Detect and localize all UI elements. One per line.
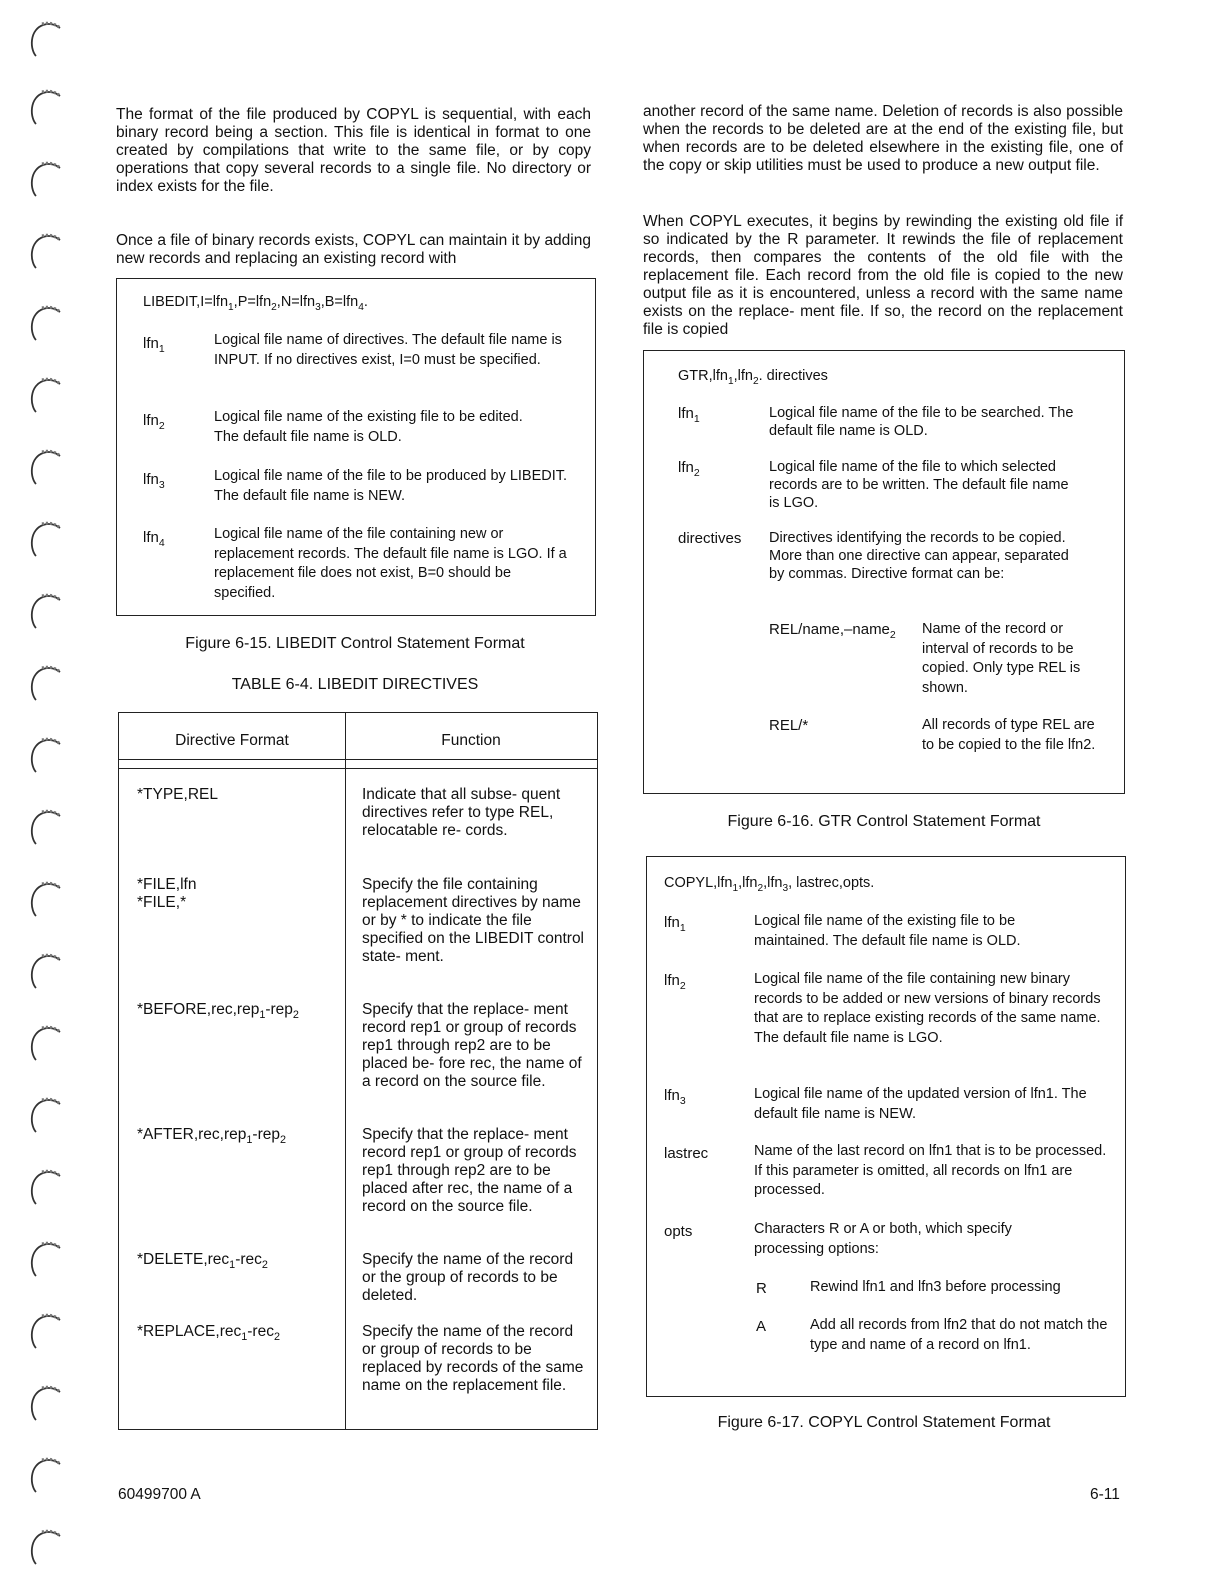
libedit-param-term: lfn$_2$: [143, 412, 165, 432]
table-row-function: Specify the name of the record or the group of records to be deleted.: [362, 1251, 574, 1304]
binder-hole-icon: [26, 1526, 66, 1566]
table-row-directive: *AFTER,rec,rep$_1$-rep$_2$: [137, 1126, 287, 1146]
gtr-directives-term: directives: [678, 530, 742, 547]
gtr-rel-all-desc: All records of type REL are to be copied to the file lfn2.: [922, 717, 1096, 753]
right-paragraph-1: another record of the same name. Deletion of records is also possible when the records to be deleted are at the end of the existing file, but when records are to be deleted elsewhere in the existing file, one of the copy or skip utilities must be used to produce a new output file.: [643, 103, 1123, 174]
table-row-function: Specify the file containing replacement directives by name or by * to indicate the file specified on the LIBEDIT control state- ment.: [362, 876, 585, 965]
gtr-lfn2-term: lfn$_2$: [678, 459, 700, 479]
binder-hole-icon: [26, 1166, 66, 1206]
document-number: 60499700 A: [118, 1486, 201, 1503]
table-row-function: Specify that the replace- ment record rep1 or group of records rep1 through rep2 are to be placed after rec, the name of a record on the source file.: [362, 1126, 577, 1215]
binder-hole-icon: [26, 158, 66, 198]
binder-hole-icon: [26, 1454, 66, 1494]
left-paragraph-2: Once a file of binary records exists, COPYL can maintain it by adding new records and replacing an existing record with: [116, 232, 591, 267]
binder-hole-icon: [26, 1022, 66, 1062]
libedit-param-desc: Logical file name of the existing file to be edited. The default file name is OLD.: [214, 409, 523, 445]
libedit-param-desc: Logical file name of the file to be produced by LIBEDIT. The default file name is NEW.: [214, 468, 568, 504]
table-header-divider: [119, 759, 597, 760]
table-row-directive: *TYPE,REL: [137, 786, 218, 803]
gtr-lfn1-desc: Logical file name of the file to be searched. The default file name is OLD.: [769, 405, 1074, 439]
binder-hole-icon: [26, 662, 66, 702]
figure-6-17-caption: Figure 6-17. COPYL Control Statement Format: [717, 1414, 1051, 1431]
table-header-divider: [119, 768, 597, 769]
binder-hole-icon: [26, 590, 66, 630]
gtr-lfn1-term: lfn$_1$: [678, 405, 700, 425]
libedit-param-term: lfn$_4$: [143, 529, 165, 549]
table-header-directive-format: Directive Format: [175, 732, 289, 749]
table-row-directive: *BEFORE,rec,rep$_1$-rep$_2$: [137, 1001, 299, 1021]
binder-hole-icon: [26, 1310, 66, 1350]
copyl-statement: COPYL,lfn$_1$,lfn$_2$,lfn$_3$, lastrec,opts.: [664, 875, 875, 894]
binder-hole-icon: [26, 734, 66, 774]
libedit-statement-box: [116, 278, 596, 616]
copyl-lastrec-desc: Name of the last record on lfn1 that is to be processed. If this parameter is omitted, all records on lfn1 are processed.: [754, 1143, 1107, 1198]
libedit-param-term: lfn$_3$: [143, 471, 165, 491]
copyl-opt-r-desc: Rewind lfn1 and lfn3 before processing: [810, 1279, 1061, 1295]
right-column: [643, 0, 1125, 1584]
libedit-param-term: lfn$_1$: [143, 335, 165, 355]
binder-hole-icon: [26, 806, 66, 846]
binder-hole-icon: [26, 878, 66, 918]
figure-6-15-caption: Figure 6-15. LIBEDIT Control Statement Format: [185, 635, 525, 652]
libedit-directives-table: [118, 712, 598, 1430]
gtr-rel-all-term: REL/*: [769, 717, 809, 734]
figure-6-16-caption: Figure 6-16. GTR Control Statement Format: [727, 813, 1041, 830]
table-row-directive: *DELETE,rec$_1$-rec$_2$: [137, 1251, 268, 1271]
copyl-opt-a-term: A: [756, 1318, 767, 1335]
copyl-statement-box: [646, 856, 1126, 1397]
copyl-opts-term: opts: [664, 1223, 693, 1240]
binder-hole-icon: [26, 518, 66, 558]
copyl-lastrec-term: lastrec: [664, 1145, 709, 1162]
gtr-directives-desc: Directives identifying the records to be copied. More than one directive can appear, separated by commas. Directive format can be:: [769, 530, 1069, 582]
page-number: 6-11: [1090, 1486, 1120, 1503]
copyl-opt-r-term: R: [756, 1280, 767, 1297]
table-row-directive: *FILE,lfn *FILE,*: [137, 876, 197, 911]
copyl-opt-a-desc: Add all records from lfn2 that do not match the type and name of a record on lfn1.: [810, 1317, 1108, 1353]
table-header-function: Function: [441, 732, 501, 749]
copyl-lfn3-term: lfn$_3$: [664, 1087, 686, 1107]
copyl-lfn2-desc: Logical file name of the file containing new binary records to be added or new versions of binary records that are to replace existing records of the same name. The default file name is LGO.: [754, 971, 1101, 1046]
table-6-4-title: TABLE 6-4. LIBEDIT DIRECTIVES: [231, 676, 479, 693]
table-row-directive: *REPLACE,rec$_1$-rec$_2$: [137, 1323, 280, 1343]
binder-hole-icon: [26, 446, 66, 486]
binder-hole-icon: [26, 1238, 66, 1278]
gtr-rel-name-term: REL/name,–name$_2$: [769, 621, 896, 641]
gtr-rel-name-desc: Name of the record or interval of records to be copied. Only type REL is shown.: [922, 621, 1081, 696]
binder-hole-icon: [26, 374, 66, 414]
right-paragraph-2: When COPYL executes, it begins by rewinding the existing old file if so indicated by the R parameter. It rewinds the file of replacement records, then compares the contents of the old file with the replacement file. Each record from the old file is copied to the new output file as it is encountered, unless a record with the same name exists on the replace- ment file. If so, the record on the replacement file is copied: [643, 213, 1123, 338]
binder-hole-icon: [26, 950, 66, 990]
binder-hole-icon: [26, 230, 66, 270]
gtr-lfn2-desc: Logical file name of the file to which selected records are to be written. The default file name is LGO.: [769, 459, 1069, 511]
table-row-function: Indicate that all subse- quent directives refer to type REL, relocatable re- cords.: [362, 786, 561, 839]
copyl-lfn2-term: lfn$_2$: [664, 972, 686, 992]
table-row-function: Specify that the replace- ment record rep1 or group of records rep1 through rep2 are to be placed be- fore rec, the name of a record on the source file.: [362, 1001, 582, 1090]
copyl-lfn1-desc: Logical file name of the existing file to be maintained. The default file name is OLD.: [754, 913, 1021, 949]
binder-hole-icon: [26, 302, 66, 342]
binder-hole-icon: [26, 1094, 66, 1134]
table-row-function: Specify the name of the record or group of records to be replaced by records of the same name on the replacement file.: [362, 1323, 584, 1394]
libedit-param-desc: Logical file name of the file containing new or replacement records. The default file name is LGO. If a replacement file does not exist, B=0 should be specified.: [214, 526, 567, 601]
copyl-opts-desc: Characters R or A or both, which specify processing options:: [754, 1221, 1012, 1257]
left-paragraph-1: The format of the file produced by COPYL is sequential, with each binary record being a section. This file is identical in format to one created by compilations that write to the same file, or by copy operations that copy several records to a single file. No directory or index exists for the file.: [116, 106, 591, 195]
gtr-statement-box: [643, 350, 1125, 794]
copyl-lfn3-desc: Logical file name of the updated version of lfn1. The default file name is NEW.: [754, 1086, 1087, 1122]
binder-hole-icon: [26, 1382, 66, 1422]
gtr-statement: GTR,lfn$_1$,lfn$_2$. directives: [678, 368, 828, 387]
binder-hole-icon: [26, 18, 66, 58]
libedit-statement: LIBEDIT,I=lfn$_1$,P=lfn$_2$,N=lfn$_3$,B=lfn$_4$.: [143, 294, 368, 313]
copyl-lfn1-term: lfn$_1$: [664, 914, 686, 934]
libedit-param-desc: Logical file name of directives. The default file name is INPUT. If no directives exist, I=0 must be specified.: [214, 332, 562, 368]
table-column-divider: [345, 713, 346, 1429]
binder-hole-icon: [26, 86, 66, 126]
left-column: [116, 0, 596, 1584]
